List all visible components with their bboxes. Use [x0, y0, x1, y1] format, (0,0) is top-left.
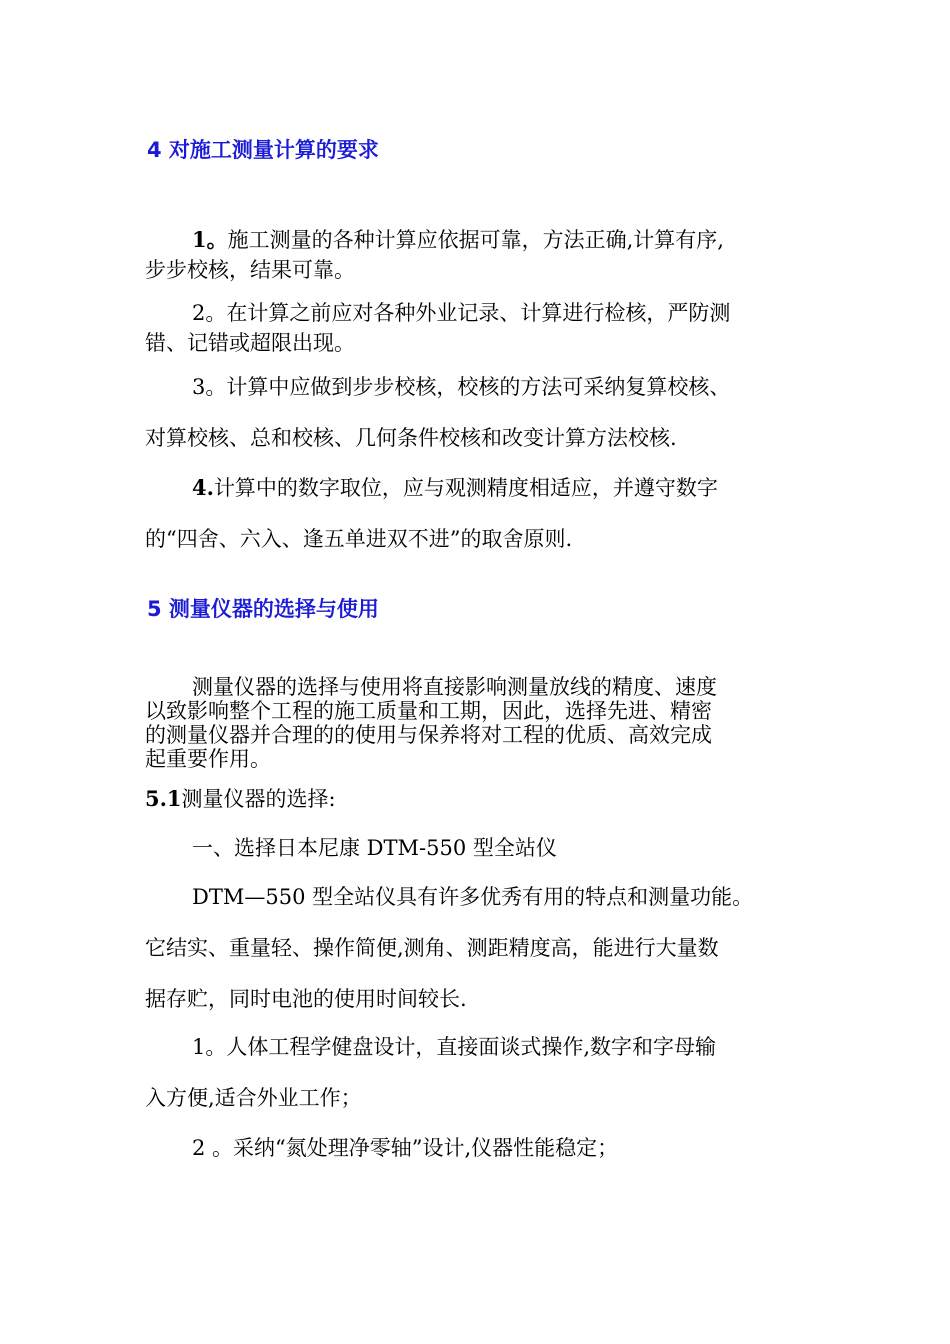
- item-text: 在计算之前应对各种外业记录、计算进行检核，严防测: [226, 301, 731, 325]
- choice-text: 一、选择日本尼康 DTM-550 型全站仪: [192, 836, 557, 860]
- intro-line: 以致影响整个工程的施工质量和工期，因此，选择先进、精密: [145, 699, 712, 723]
- description-line: 据存贮，同时电池的使用时间较长.: [145, 987, 467, 1011]
- instrument-description: [145, 882, 810, 1014]
- item-number: 2。: [192, 301, 227, 325]
- feature-line: 1。人体工程学健盘设计，直接面谈式操作,数字和字母输: [192, 1035, 717, 1059]
- section-4-item-1: [145, 225, 810, 285]
- instrument-choice: [145, 833, 810, 863]
- feature-2: [145, 1133, 810, 1163]
- section-5-intro: [145, 675, 810, 771]
- item-number: 4.: [192, 475, 214, 500]
- section-4-item-3: [145, 372, 810, 453]
- subsection-5-1-heading: [145, 784, 810, 814]
- item-number: 3。: [192, 375, 227, 399]
- item-text: 计算中应做到步步校核，校核的方法可采纳复算校核、: [226, 375, 731, 399]
- item-number: 1。: [192, 227, 228, 252]
- section-4-item-2: [145, 298, 810, 358]
- description-line: DTM—550 型全站仪具有许多优秀有用的特点和测量功能。: [192, 885, 754, 909]
- item-text: 错、记错或超限出现。: [145, 331, 355, 355]
- section-4-heading: 4 对施工测量计算的要求: [147, 138, 379, 162]
- item-text: 的“四舍、六入、逢五单进双不进”的取舍原则.: [145, 527, 573, 551]
- section-5-heading: 5 测量仪器的选择与使用: [147, 597, 379, 621]
- feature-line: 入方便,适合外业工作；: [145, 1086, 362, 1110]
- section-4-item-4: [145, 473, 810, 554]
- item-text: 施工测量的各种计算应依据可靠，方法正确,计算有序,: [227, 228, 724, 252]
- subsection-number: 5.1: [145, 786, 182, 811]
- description-line: 它结实、重量轻、操作简便,测角、测距精度高，能进行大量数: [145, 936, 719, 960]
- item-text: 步步校核，结果可靠。: [145, 258, 355, 282]
- item-text: 对算校核、总和校核、几何条件校核和改变计算方法校核.: [145, 426, 677, 450]
- intro-line: 测量仪器的选择与使用将直接影响测量放线的精度、速度: [192, 675, 717, 699]
- item-text: 计算中的数字取位，应与观测精度相适应，并遵守数字: [213, 476, 718, 500]
- feature-line: 2 。采纳“氮处理净零轴”设计,仪器性能稳定；: [192, 1136, 619, 1160]
- intro-line: 的测量仪器并合理的的使用与保养将对工程的优质、高效完成: [145, 723, 712, 747]
- feature-1: [145, 1032, 810, 1113]
- subsection-title: 测量仪器的选择:: [181, 787, 336, 811]
- intro-line: 起重要作用。: [145, 747, 271, 771]
